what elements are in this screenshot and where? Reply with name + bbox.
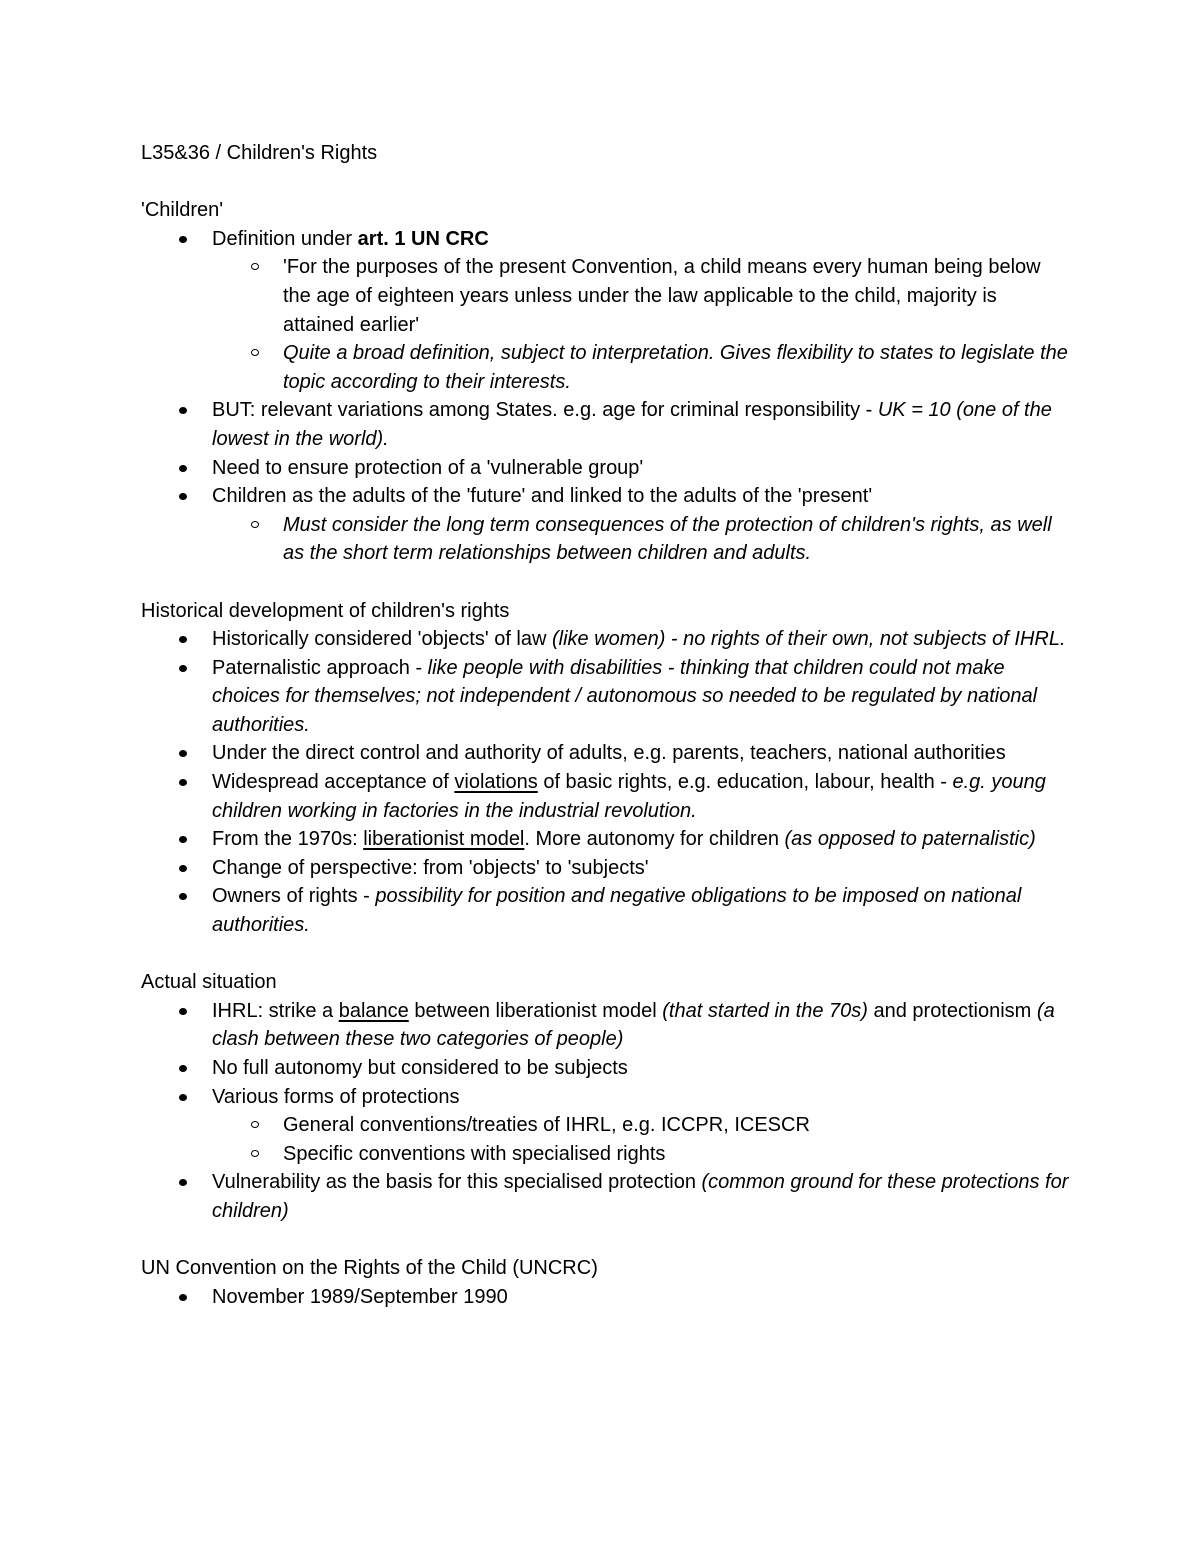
list-item-text (283, 1143, 665, 1165)
hollow-bullet-icon (251, 1150, 259, 1157)
filled-bullet-icon (179, 493, 187, 500)
text-segment: e.g. young children working in factories in the industrial revolution. (212, 771, 1046, 822)
text-segment: UK = 10 (one of the lowest in the world). (212, 399, 1052, 450)
list-item-text (212, 399, 1052, 450)
text-segment: Specific conventions with specialised rights (283, 1142, 666, 1165)
list-item-text (212, 1086, 460, 1108)
spacer (141, 568, 1071, 597)
list-item-text (212, 742, 1006, 764)
list-item (141, 768, 1071, 825)
text-segment: possibility for position and negative obligations to be imposed on national authorities. (212, 885, 1022, 937)
list-item (141, 739, 1071, 768)
filled-bullet-icon (179, 665, 187, 672)
section-actual-situation (141, 968, 1071, 1225)
section-heading: UN Convention on the Rights of the Child (UNCRC) (141, 1257, 598, 1280)
list-item-text (212, 828, 1036, 850)
list-item-text (212, 771, 1046, 822)
text-segment: Need to ensure protection of a 'vulnerable group' (212, 456, 644, 479)
text-segment: . More autonomy for children (524, 828, 785, 851)
text-segment: (like women) - no rights of their own, not subjects of IHRL. (552, 628, 1066, 651)
document-content (141, 139, 1071, 1311)
section-heading: Historical development of children's rights (141, 599, 510, 622)
list-item (141, 854, 1071, 883)
list-item-text (212, 628, 1066, 650)
text-segment: BUT: relevant variations among States. e.g. age for criminal responsibility - (212, 399, 878, 422)
text-segment: Must consider the long term consequences of the protection of children's rights, as well as the short term relationships between children and adults. (283, 513, 1052, 565)
list-item-text (212, 485, 872, 507)
text-segment: and protectionism (867, 999, 1037, 1022)
list-item (141, 1283, 1071, 1312)
filled-bullet-icon (179, 893, 187, 900)
text-segment: of basic rights, e.g. education, labour, health - (537, 771, 953, 794)
bullet-list (141, 225, 1071, 568)
sub-list-item (141, 1111, 1071, 1140)
hollow-bullet-icon (251, 263, 259, 270)
text-segment: IHRL: strike a (212, 999, 339, 1022)
list-item-text (212, 228, 489, 250)
text-segment: violations (454, 771, 538, 794)
list-item (141, 225, 1071, 254)
list-item-text (212, 885, 1021, 936)
list-item-text (212, 857, 649, 879)
text-segment: Widespread acceptance of (212, 771, 455, 794)
text-segment: Owners of rights - (212, 885, 376, 908)
list-item (141, 482, 1071, 511)
text-segment: Change of perspective: from 'objects' to 'subjects' (212, 856, 649, 879)
list-item-text (212, 457, 643, 479)
text-segment: Children as the adults of the 'future' and linked to the adults of the 'present' (212, 485, 873, 508)
section-heading: 'Children' (141, 199, 224, 222)
text-segment: Historically considered 'objects' of law (212, 628, 552, 651)
filled-bullet-icon (179, 865, 187, 872)
text-segment: liberationist model (363, 828, 525, 851)
text-segment: (a clash between these two categories of people) (212, 999, 1055, 1051)
filled-bullet-icon (179, 779, 187, 786)
text-segment: Under the direct control and authority of adults, e.g. parents, teachers, national authorities (212, 742, 1006, 765)
list-item (141, 1054, 1071, 1083)
list-item-text (212, 1171, 1068, 1222)
document-title: L35&36 / Children's Rights (141, 142, 378, 164)
text-segment: balance (338, 999, 409, 1022)
bullet-list (141, 997, 1071, 1226)
list-item (141, 1168, 1071, 1225)
list-item (141, 654, 1071, 740)
text-segment: From the 1970s: (212, 828, 364, 851)
text-segment: (as opposed to paternalistic) (784, 828, 1036, 851)
spacer (141, 940, 1071, 969)
hollow-bullet-icon (251, 521, 259, 528)
hollow-bullet-icon (251, 1121, 259, 1128)
filled-bullet-icon (179, 1065, 187, 1072)
section-heading: Actual situation (141, 971, 277, 994)
filled-bullet-icon (179, 1094, 187, 1101)
sub-list-item (141, 253, 1071, 339)
filled-bullet-icon (179, 1008, 187, 1015)
hollow-bullet-icon (251, 349, 259, 356)
list-item (141, 396, 1071, 453)
list-item-text (212, 1286, 508, 1308)
list-item (141, 625, 1071, 654)
list-item (141, 454, 1071, 483)
text-segment: like people with disabilities - thinking that children could not make choices for themselves; not independent / autonomous so needed to be regulated by national authorities. (212, 656, 1038, 736)
text-segment: November 1989/September 1990 (212, 1285, 508, 1308)
sub-list-item (141, 1140, 1071, 1169)
list-item-text (212, 1000, 1055, 1051)
sub-list-item (141, 511, 1071, 568)
section-children (141, 196, 1071, 568)
filled-bullet-icon (179, 750, 187, 757)
list-item-text (283, 256, 1041, 335)
sub-list-item (141, 339, 1071, 396)
section-historical-development (141, 597, 1071, 940)
list-item-text (283, 1114, 810, 1136)
text-segment: Various forms of protections (212, 1085, 460, 1108)
filled-bullet-icon (179, 236, 187, 243)
filled-bullet-icon (179, 636, 187, 643)
text-segment: Vulnerability as the basis for this specialised protection (212, 1171, 702, 1194)
section-uncrc (141, 1254, 1071, 1311)
spacer (141, 168, 1071, 197)
list-item (141, 882, 1071, 939)
text-segment: 'For the purposes of the present Convention, a child means every human being below the age of eighteen years unless under the law applicable to the child, majority is attained earlier' (283, 256, 1041, 336)
text-segment: Quite a broad definition, subject to interpretation. Gives flexibility to states to legislate the topic according to their interests. (283, 342, 1068, 393)
list-item-text (212, 1057, 628, 1079)
list-item (141, 1083, 1071, 1112)
text-segment: General conventions/treaties of IHRL, e.g. ICCPR, ICESCR (283, 1114, 810, 1137)
list-item (141, 997, 1071, 1054)
text-segment: Definition under (212, 227, 358, 250)
list-item-text (212, 657, 1037, 736)
filled-bullet-icon (179, 1179, 187, 1186)
text-segment: Paternalistic approach - (212, 656, 428, 679)
filled-bullet-icon (179, 1294, 187, 1301)
filled-bullet-icon (179, 465, 187, 472)
list-item-text (283, 342, 1068, 393)
text-segment: (that started in the 70s) (662, 999, 868, 1022)
filled-bullet-icon (179, 836, 187, 843)
text-segment: No full autonomy but considered to be subjects (212, 1057, 628, 1079)
filled-bullet-icon (179, 407, 187, 414)
list-item-text (283, 514, 1052, 565)
bullet-list (141, 1283, 1071, 1312)
text-segment: (common ground for these protections for children) (212, 1171, 1069, 1222)
list-item (141, 825, 1071, 854)
spacer (141, 1226, 1071, 1255)
text-segment: between liberationist model (408, 999, 663, 1022)
bullet-list (141, 625, 1071, 940)
text-segment: art. 1 UN CRC (357, 227, 489, 250)
